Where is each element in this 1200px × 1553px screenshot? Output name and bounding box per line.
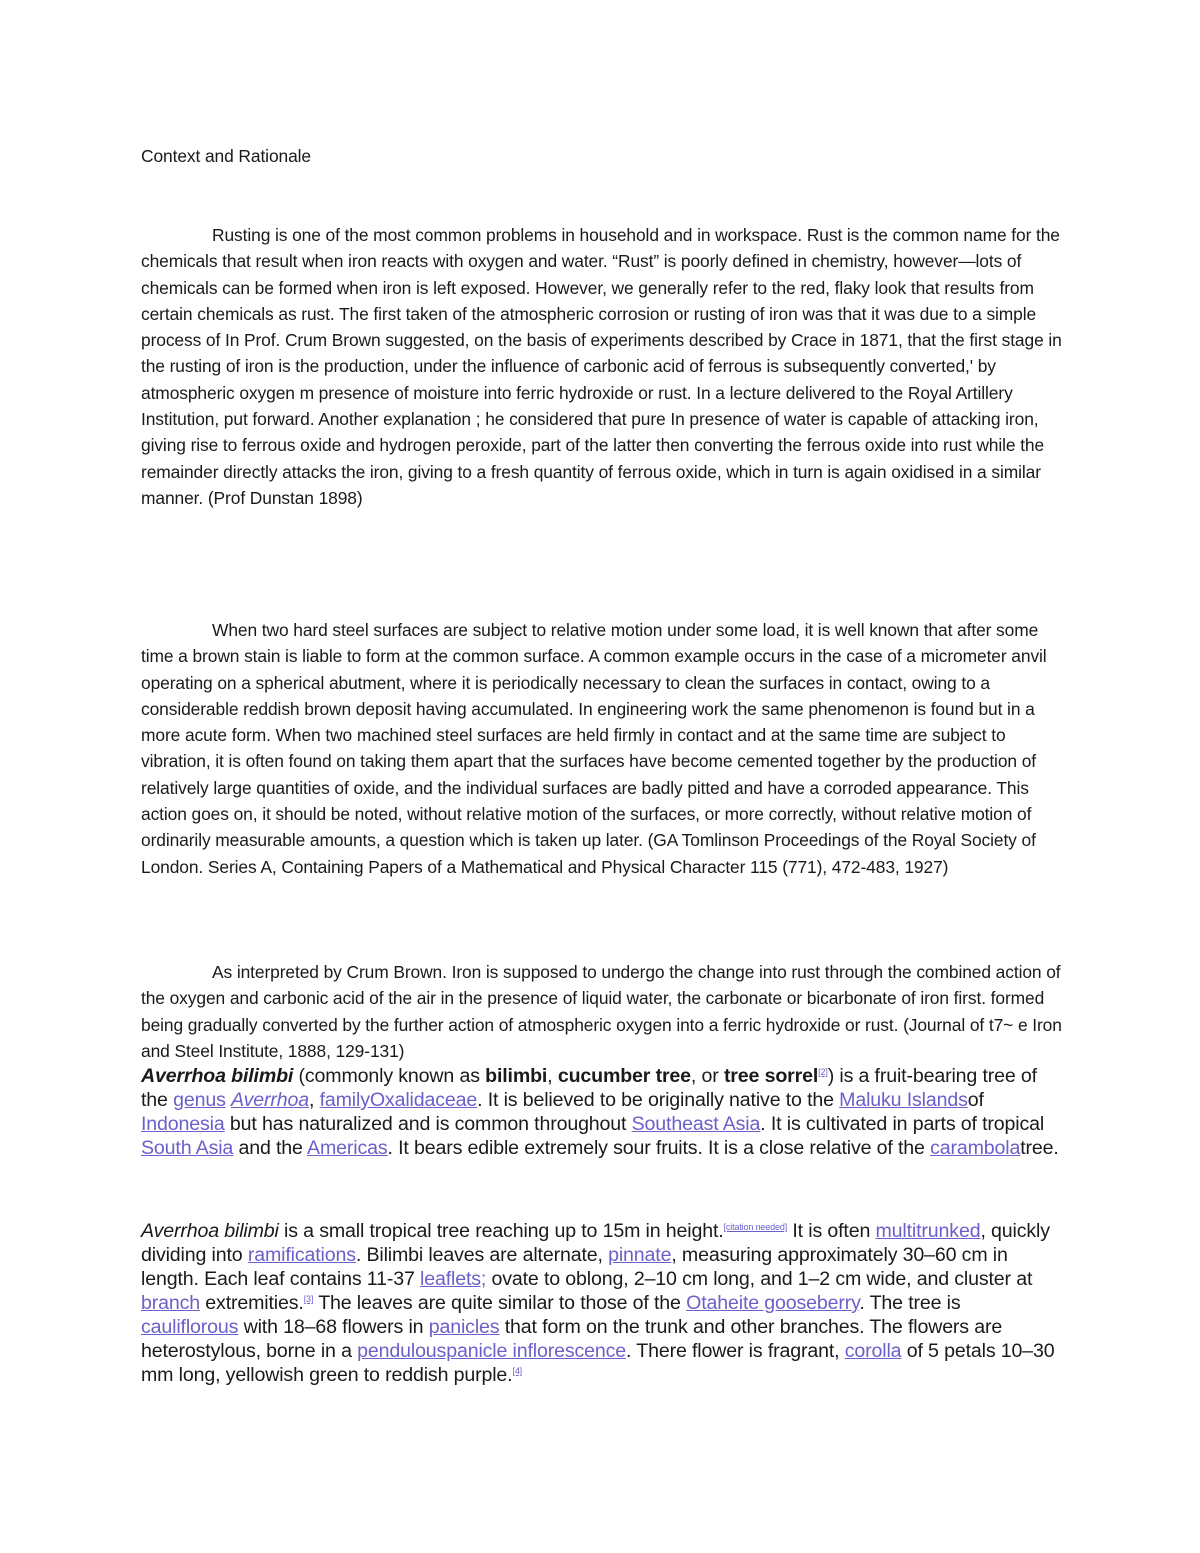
link-averrhoa[interactable] [231, 1089, 309, 1111]
link-cauliflorous[interactable]: cauliflorous [141, 1316, 239, 1338]
link-pendulous-panicle-inflorescence[interactable]: pendulouspanicle inflorescence [357, 1340, 627, 1362]
text-run: ) is a fruit-bearing tree of the [141, 1065, 1037, 1111]
text-run: . There flower is fragrant, [626, 1340, 845, 1362]
text-run: , measuring approximately 30–60 cm in length. Each leaf contains 11-37 [141, 1244, 1008, 1290]
link-carambola[interactable]: carambola [930, 1137, 1021, 1159]
text-run: . It is believed to be originally native to the [477, 1089, 840, 1111]
link-family-oxalidaceae[interactable]: familyOxalidaceae [319, 1089, 478, 1111]
text-run: , [547, 1065, 558, 1087]
section-heading: Context and Rationale [141, 146, 311, 166]
reference-link-4[interactable]: [4] [512, 1366, 523, 1376]
citation-needed-link[interactable]: [citation needed] [723, 1222, 788, 1232]
link-maluku-islands[interactable]: Maluku Islands [839, 1089, 968, 1111]
text-run: and the [233, 1137, 308, 1159]
link-corolla[interactable]: corolla [844, 1340, 902, 1362]
text-run: . It is cultivated in parts of tropical [760, 1113, 1045, 1135]
common-name-cucumber-tree: cucumber tree [557, 1065, 691, 1087]
link-otaheite-gooseberry[interactable]: Otaheite gooseberry [686, 1292, 860, 1314]
text-run: of [967, 1089, 984, 1111]
common-name-bilimbi: bilimbi [485, 1065, 548, 1087]
link-americas[interactable]: Americas [307, 1137, 388, 1159]
link-pinnate[interactable]: pinnate [608, 1244, 672, 1266]
link-leaflets[interactable]: leaflets; [420, 1268, 487, 1290]
text-run: , or [690, 1065, 724, 1087]
text-run: with 18–68 flowers in [238, 1316, 429, 1338]
paragraph-text: Rusting is one of the most common problems in household and in workspace. Rust is the common name for the chemicals that result when iron reacts with oxygen and water. “Rust” is poorly defined in chemistry, however—lots of chemicals can be formed when iron is left exposed. However, we generally refer to the red, flaky look that results from certain chemicals as rust. The first taken of the atmospheric corrosion or rusting of iron was that it was due to a simple process of In Prof. Crum Brown suggested, on the basis of experiments described by Crace in 1871, that the first stage in the rusting of iron is the production, under the influence of carbonic acid of ferrous is subsequently converted,' by atmospheric oxygen m presence of moisture into ferric hydroxide or rust. In a lecture delivered to the Royal Artillery Institution, put forward. Another explanation ; he considered that pure In presence of water is capable of attacking iron, giving rise to ferrous oxide and hydrogen peroxide, part of the latter then converting the ferrous oxide into rust while the remainder directly attacks the iron, giving to a fresh quantity of ferrous oxide, which in turn is again oxidised in a similar manner. (Prof Dunstan 1898) [141, 225, 1062, 508]
text-run: It is often [787, 1220, 876, 1242]
link-southeast-asia[interactable]: Southeast Asia [631, 1113, 761, 1135]
species-name: Averrhoa bilimbi [141, 1065, 294, 1087]
text-run: that form on the trunk and other branches. The flowers are heterostylous, borne in a [141, 1316, 1003, 1362]
paragraph-rusting [141, 222, 1066, 511]
paragraph-text: When two hard steel surfaces are subject to relative motion under some load, it is well known that after some time a brown stain is liable to form at the common surface. A common example occurs in the case of a micrometer anvil operating on a spherical abutment, where it is periodically necessary to clean the surfaces in contact, owing to a considerable reddish brown deposit having accumulated. In engineering work the same phenomenon is found but in a more acute form. When two machined steel surfaces are held firmly in contact and at the same time are subject to vibration, it is often found on taking them apart that the surfaces have become cemented together by the production of relatively large quantities of oxide, and the individual surfaces are badly pitted and have a corroded appearance. This action goes on, it should be noted, without relative motion of the surfaces, or more correctly, without relative motion of ordinarily measurable amounts, a question which is taken up later. (GA Tomlinson Proceedings of the Royal Society of London. Series A, Containing Papers of a Mathematical and Physical Character 115 (771), 472-483, 1927) [141, 620, 1047, 877]
link-branch[interactable]: branch [141, 1292, 201, 1314]
link-averrhoa-text: Averrhoa [231, 1089, 309, 1111]
text-run: . It bears edible extremely sour fruits. It is a close relative of the [387, 1137, 931, 1159]
paragraph-crum-brown [141, 959, 1066, 1064]
text-run: , quickly dividing into [141, 1220, 1050, 1266]
text-run: , [308, 1089, 320, 1111]
text-run: tree. [1020, 1137, 1059, 1159]
link-ramifications[interactable]: ramifications [247, 1244, 356, 1266]
paragraph-bilimbi-intro [141, 1064, 1061, 1160]
paragraph-steel-surfaces [141, 617, 1066, 880]
text-run: is a small tropical tree reaching up to 15m in height. [278, 1220, 724, 1242]
text-run: (commonly known as [293, 1065, 486, 1087]
link-multitrunked[interactable]: multitrunked [875, 1220, 981, 1242]
text-run: The leaves are quite similar to those of the [313, 1292, 687, 1314]
text-run: . Bilimbi leaves are alternate, [355, 1244, 609, 1266]
reference-link-3[interactable]: [3] [303, 1294, 314, 1304]
text-run: . The tree is [859, 1292, 961, 1314]
link-genus[interactable]: genus [173, 1089, 226, 1111]
link-panicles[interactable]: panicles [428, 1316, 500, 1338]
link-indonesia[interactable]: Indonesia [141, 1113, 225, 1135]
common-name-tree-sorrel: tree sorrel [723, 1065, 819, 1087]
text-run: but has naturalized and is common throughout [224, 1113, 632, 1135]
text-run: extremities. [200, 1292, 304, 1314]
link-south-asia[interactable]: South Asia [141, 1137, 234, 1159]
reference-link-2[interactable]: [2] [818, 1067, 828, 1077]
paragraph-bilimbi-description [141, 1219, 1061, 1387]
text-run: ovate to oblong, 2–10 cm long, and 1–2 cm wide, and cluster at [486, 1268, 1033, 1290]
paragraph-text: As interpreted by Crum Brown. Iron is supposed to undergo the change into rust through the combined action of the oxygen and carbonic acid of the air in the presence of liquid water, the carbonate or bicarbonate of iron first. formed being gradually converted by the further action of atmospheric oxygen into a ferric hydroxide or rust. (Journal of t7~ e Iron and Steel Institute, 1888, 129-131) [141, 962, 1062, 1061]
species-name: Averrhoa bilimbi [141, 1220, 279, 1242]
text-run: of 5 petals 10–30 mm long, yellowish green to reddish purple. [141, 1340, 1055, 1386]
